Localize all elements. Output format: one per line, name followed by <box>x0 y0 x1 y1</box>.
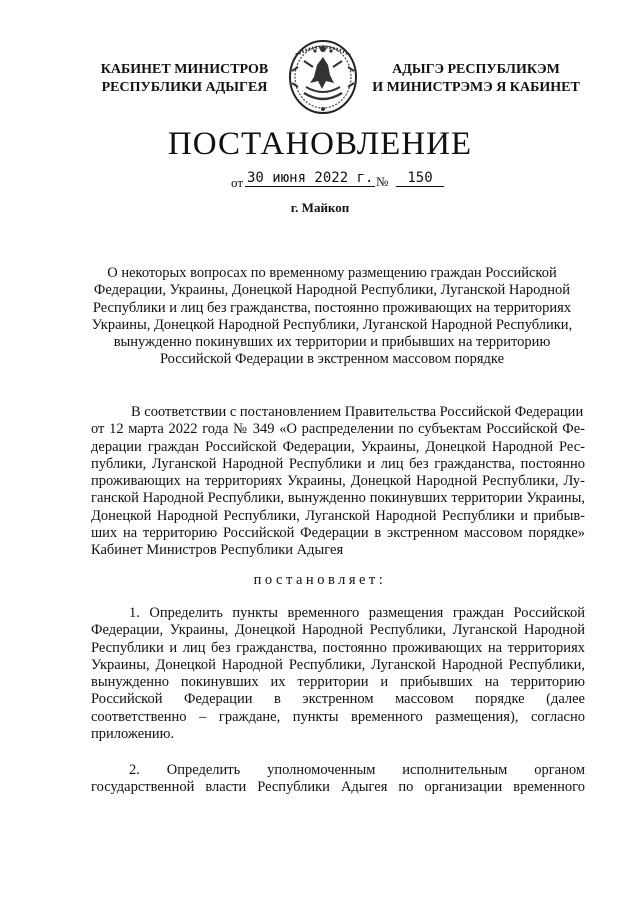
preamble-line: В соответствии с постановлением Правительства Российской Федерации <box>131 404 584 420</box>
paragraph-line: 1. Определить пункты временного размещения граждан Российской <box>129 605 585 621</box>
issuer-name-adyghe <box>370 61 582 97</box>
preamble-line: проживающих на территориях Украины, Донецкой Народной Республики, Лу- <box>91 473 585 490</box>
paragraph-line: государственной власти Республики Адыгея по организации временного <box>91 779 585 796</box>
issuer-line: РЕСПУБЛИКИ АДЫГЕЯ <box>101 80 268 95</box>
number-sign: № <box>376 174 389 189</box>
paragraph-line: Российской Федерации в экстренном массовом порядке (далее <box>91 691 585 708</box>
preamble <box>91 404 585 560</box>
subject-line: Российской Федерации в экстренном массовом порядке <box>159 351 505 368</box>
resolves-heading: постановляет: <box>253 572 387 588</box>
paragraph-1 <box>91 605 585 743</box>
issuer-line: И МИНИСТРЭМЭ Я КАБИНЕТ <box>372 80 580 95</box>
subject-line: вынужденно покинувших их территории и прибывших на территорию <box>113 334 551 351</box>
issuer-name-russian <box>92 61 277 97</box>
subject-line: О некоторых вопросах по временному размещению граждан Российской <box>107 265 557 281</box>
preamble-line: от 12 марта 2022 года № 349 «О распределении по субъектам Российской Фе- <box>91 421 585 438</box>
paragraph-line: Украины, Донецкой Народной Республики, Луганской Народной Республики, <box>91 656 585 673</box>
preamble-line: ганской Народной Республики, вынужденно покинувших территории Украины, <box>91 490 585 507</box>
document-number: 150 <box>396 170 444 187</box>
paragraph-line: Федерации, Украины, Донецкой Народной Республики, Луганской Народной <box>91 622 585 639</box>
preamble-line: публики, Луганской Народной Республики и лиц без гражданства, постоянно <box>91 455 585 472</box>
adygea-coat-of-arms-icon <box>284 37 362 117</box>
preamble-line: Кабинет Министров Республики Адыгея <box>91 542 344 559</box>
preamble-line: дерации граждан Российской Федерации, Украины, Донецкой Народной Рес- <box>91 438 585 455</box>
city: г. Майкоп <box>290 200 350 215</box>
paragraph-2 <box>91 762 585 797</box>
subject-line: Федерации, Украины, Донецкой Народной Республики, Луганской Народной <box>93 282 571 299</box>
paragraph-line: соответственно – граждане, пункты временного размещения), согласно <box>91 708 585 725</box>
subject-line: Республики и лиц без гражданства, постоянно проживающих на территориях <box>92 299 572 316</box>
document-subject <box>82 265 582 369</box>
document-date: 30 июня 2022 г. <box>247 170 374 186</box>
issuer-line: АДЫГЭ РЕСПУБЛИКЭМ <box>392 62 560 77</box>
document-title: ПОСТАНОВЛЕНИЕ <box>167 126 473 162</box>
paragraph-line: 2. Определить уполномоченным исполнительным органом <box>129 762 585 778</box>
paragraph-line: Республики и лиц без гражданства, постоянно проживающих на территориях <box>91 639 585 656</box>
preamble-line: ших на территорию Российской Федерации в экстренном массовом порядке» <box>91 525 585 542</box>
paragraph-line: вынужденно покинувших их территории и прибывших на территорию <box>91 674 585 691</box>
date-prefix: от <box>231 175 244 190</box>
preamble-line: Донецкой Народной Республики, Луганской Народной Республики и прибыв- <box>91 507 585 524</box>
subject-line: Украины, Донецкой Народной Республики, Луганской Народной Республики, <box>91 316 573 333</box>
date-number-line <box>231 170 451 192</box>
issuer-line: КАБИНЕТ МИНИСТРОВ <box>100 62 269 77</box>
paragraph-line: приложению. <box>91 726 175 743</box>
